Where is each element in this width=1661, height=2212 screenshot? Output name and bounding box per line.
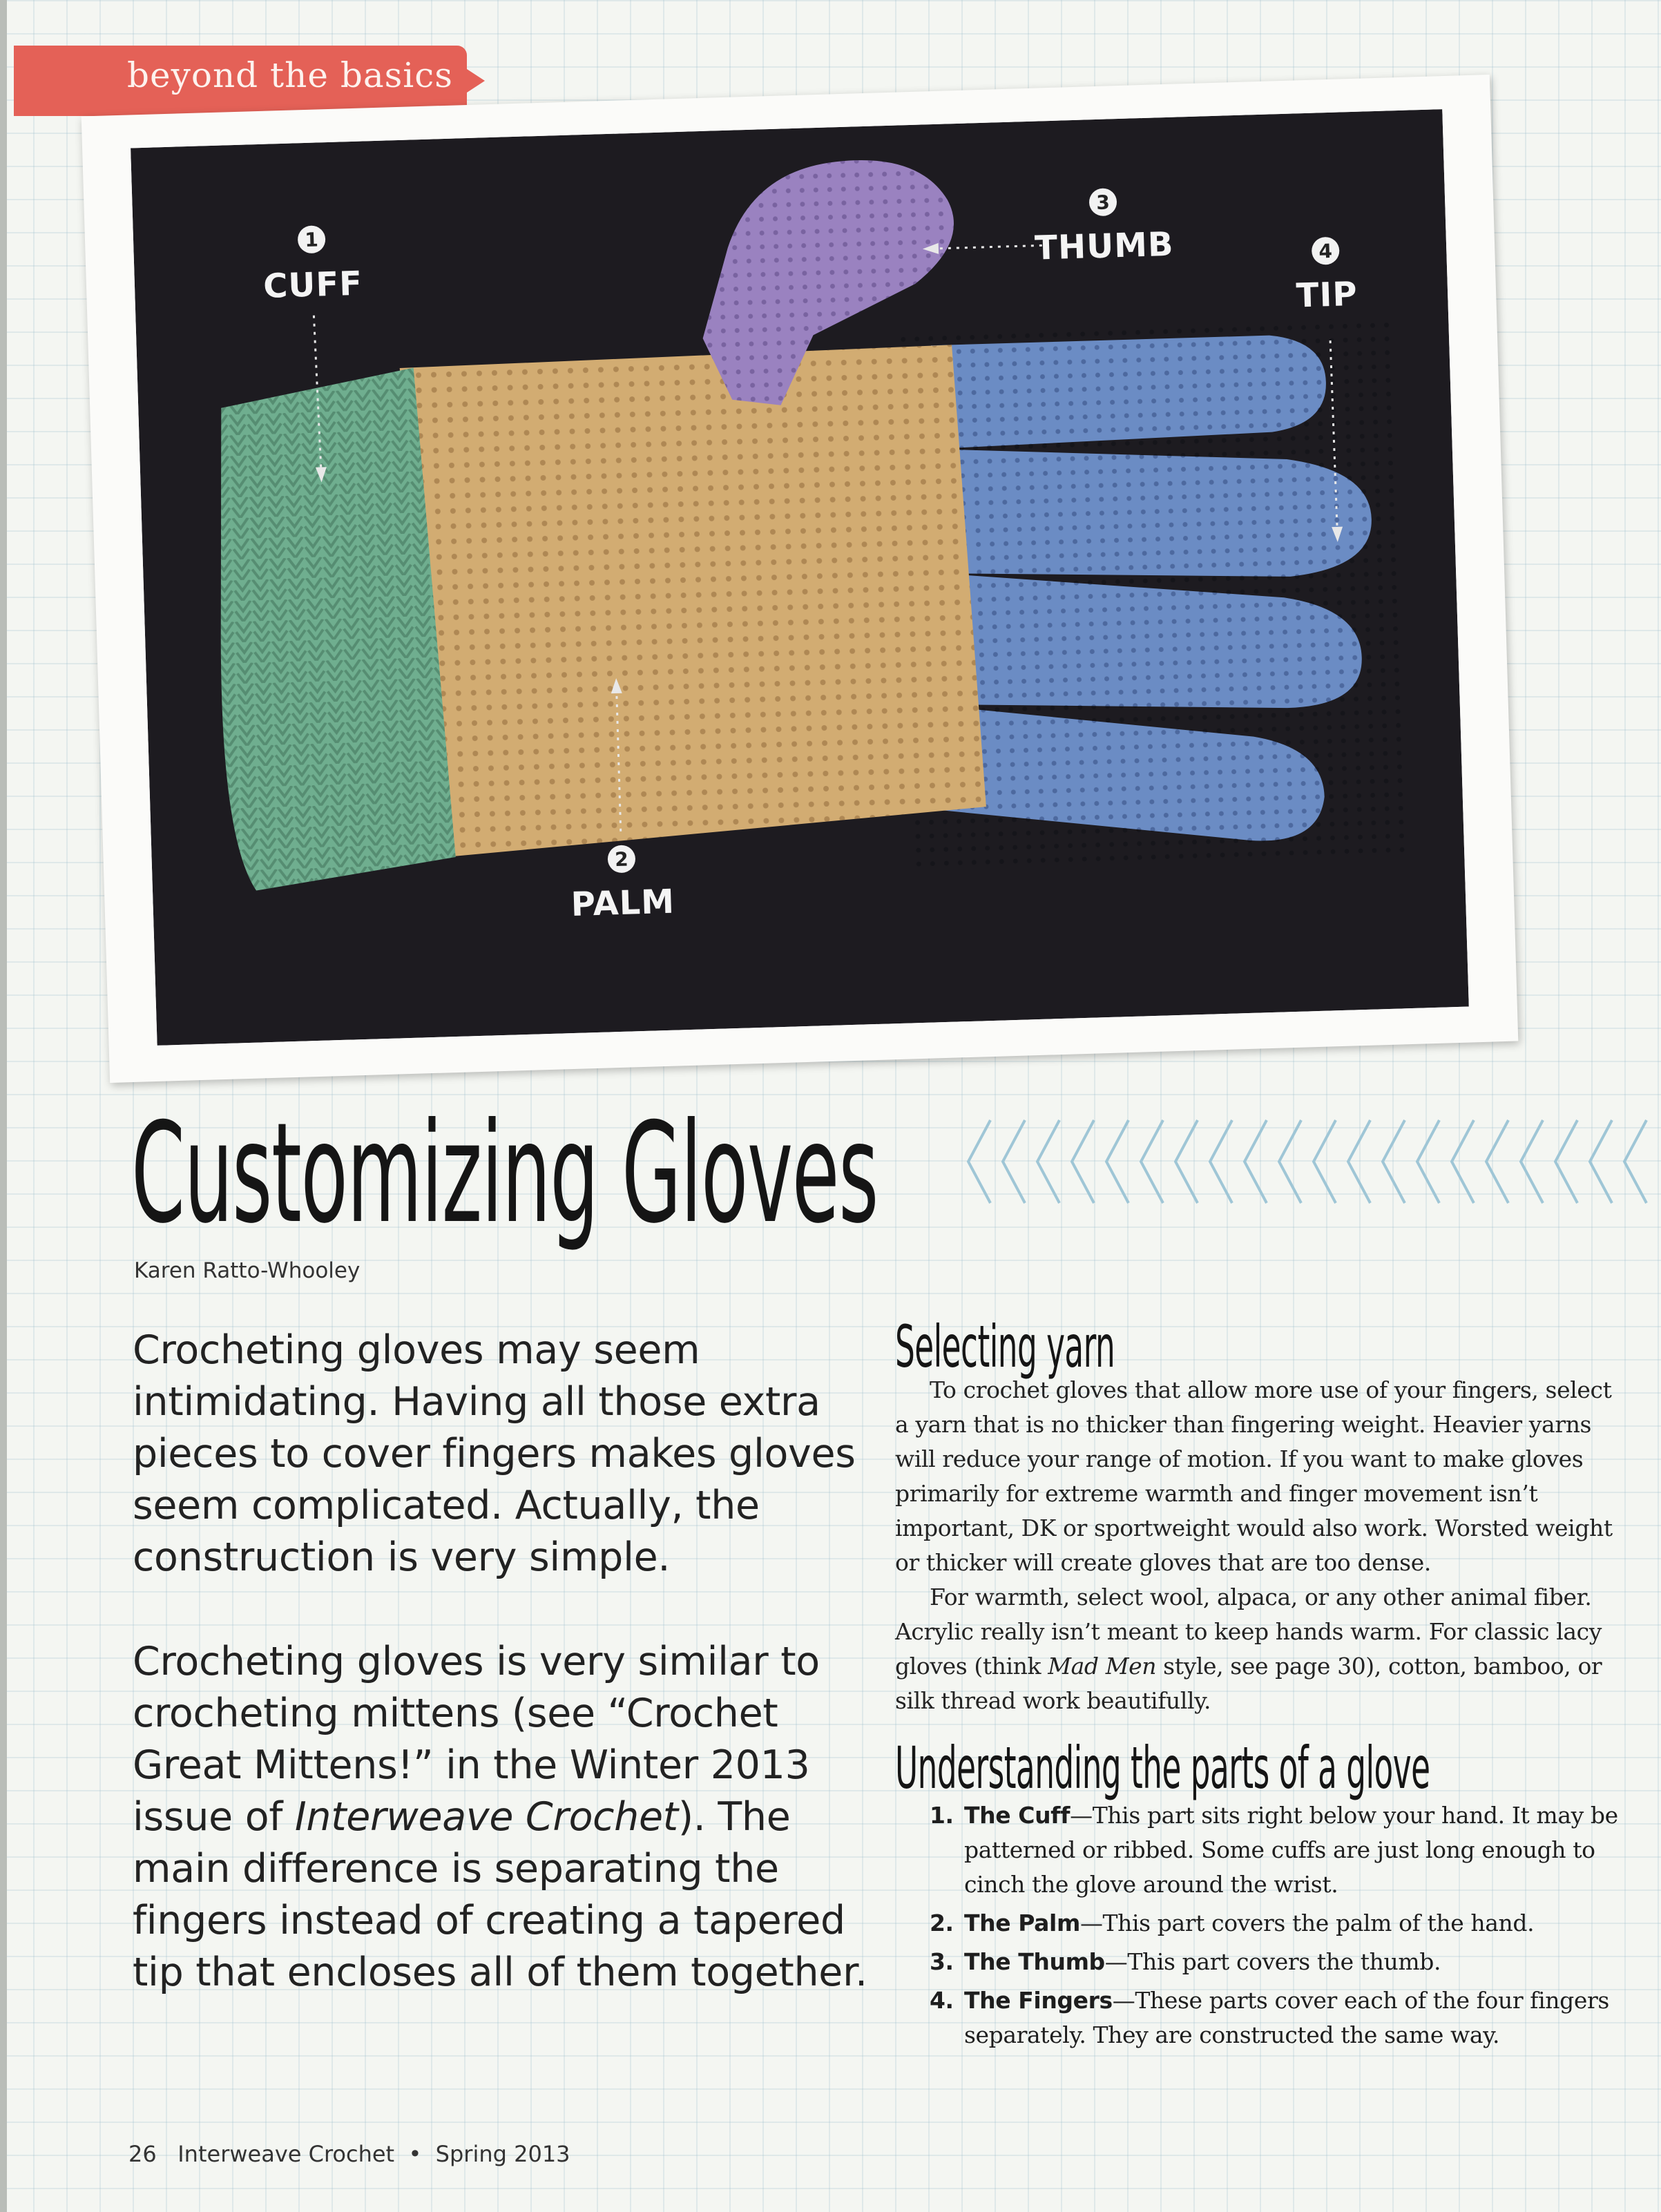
- parts-list: [895, 1798, 1623, 2052]
- label-text: THUMB: [1034, 224, 1175, 268]
- page-footer: [128, 2141, 570, 2167]
- label-number: 4: [1318, 239, 1333, 263]
- section-tab: [14, 46, 467, 116]
- section-tab-label: beyond the basics: [127, 55, 453, 95]
- intro-paragraph-1: Crocheting gloves may seem intimidating. Having all those extra pieces to cover fingers makes gloves seem complicated. Actually, the construction is very simple.: [133, 1327, 856, 1580]
- glove-illustration: [131, 109, 1469, 1046]
- label-text: TIP: [1295, 274, 1358, 316]
- label-number: 3: [1095, 191, 1111, 215]
- chevron-icons: [968, 1120, 1646, 1203]
- label-number: 1: [304, 228, 319, 252]
- list-item: 3. The Thumb—This part covers the thumb.: [930, 1948, 1441, 1975]
- right-column: [895, 1313, 1623, 2057]
- yarn-paragraph-1: To crochet gloves that allow more use of your fingers, select a yarn that is no thicker than fingering weight. Heavier yarns will reduce your range of motion. If you want to make gloves primarily for extreme warmth and finger movement isn’t important, DK or sportweight would also work. Worsted weight or thicker will create gloves that are too dense.: [895, 1376, 1613, 1576]
- label-text: CUFF: [262, 264, 363, 306]
- glove-photo: [81, 75, 1519, 1083]
- glove-palm-texture: [399, 344, 987, 858]
- page-edge: [0, 0, 7, 2212]
- article-title: Customizing Gloves: [131, 1093, 878, 1254]
- footer-bullet: •: [408, 2141, 422, 2167]
- label-text: PALM: [570, 882, 675, 925]
- glove-cuff-texture: [212, 367, 457, 892]
- yarn-text: [895, 1373, 1623, 1718]
- label-number: 2: [614, 847, 629, 872]
- list-item: 1. The Cuff—This part sits right below your hand. It may be patterned or ribbed. Some cuffs are just long enough to cinch the glove around the wrist.: [930, 1802, 1618, 1898]
- magazine-name: Interweave Crochet: [294, 1794, 678, 1840]
- chevron-ornament: [963, 1113, 1653, 1210]
- intro-paragraph-2: Crocheting gloves is very similar to crocheting mittens (see “Crochet Great Mittens!” in the Winter 2013 issue of Interweave Crochet). The main difference is separating the fingers instead of creating a tapered tip that encloses all of them together.: [133, 1639, 867, 1995]
- issue-date: Spring 2013: [435, 2141, 570, 2167]
- page-number: 26: [128, 2141, 157, 2167]
- byline: Karen Ratto-Whooley: [134, 1258, 361, 1283]
- yarn-paragraph-2: For warmth, select wool, alpaca, or any other animal fiber. Acrylic really isn’t meant to keep hands warm. For classic lacy gloves (think Mad Men style, see page 30), cotton, bamboo, or silk thread work beautifully.: [895, 1584, 1602, 1714]
- list-item: 2. The Palm—This part covers the palm of the hand.: [930, 1910, 1535, 1936]
- heading-parts-of-glove: Understanding the parts of a glove: [895, 1734, 1430, 1802]
- magazine-title: Interweave Crochet: [177, 2141, 395, 2167]
- intro-text: [133, 1325, 878, 2051]
- list-item: 4. The Fingers—These parts cover each of the four fingers separately. They are constructed the same way.: [930, 1987, 1609, 2048]
- heading-selecting-yarn: Selecting yarn: [895, 1313, 1115, 1381]
